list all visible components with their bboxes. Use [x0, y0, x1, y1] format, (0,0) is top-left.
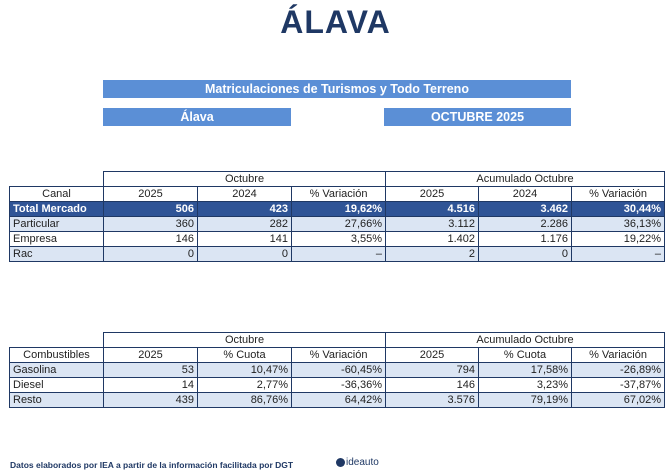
channel-table: [9, 171, 665, 262]
column-header: 2025: [104, 187, 198, 202]
cell: 146: [386, 378, 479, 393]
cell: 506: [104, 202, 198, 217]
cell: 30,44%: [572, 202, 665, 217]
table-row: [10, 202, 665, 217]
row-label: Resto: [10, 393, 104, 408]
cell: 36,13%: [572, 217, 665, 232]
cell: 64,42%: [292, 393, 386, 408]
cell: 53: [104, 363, 198, 378]
cell: 67,02%: [572, 393, 665, 408]
row-label: Rac: [10, 247, 104, 262]
column-header: 2025: [104, 348, 198, 363]
row-label: Gasolina: [10, 363, 104, 378]
cell: 17,58%: [479, 363, 572, 378]
channel-group-ytd: Acumulado Octubre: [386, 172, 665, 187]
cell: 19,62%: [292, 202, 386, 217]
cell: 3.112: [386, 217, 479, 232]
column-header: % Variación: [292, 348, 386, 363]
column-header: 2025: [386, 187, 479, 202]
fuel-table: [9, 332, 665, 408]
column-header: % Variación: [572, 187, 665, 202]
column-header: % Cuota: [198, 348, 292, 363]
region-label: Álava: [103, 108, 291, 126]
cell: 19,22%: [572, 232, 665, 247]
ideauto-logo: [336, 457, 379, 468]
table-row: [10, 393, 665, 408]
column-header: 2025: [386, 348, 479, 363]
cell: 27,66%: [292, 217, 386, 232]
cell: 14: [104, 378, 198, 393]
cell: 360: [104, 217, 198, 232]
fuel-group-ytd: Acumulado Octubre: [386, 333, 665, 348]
cell: –: [572, 247, 665, 262]
channel-group-month: Octubre: [104, 172, 386, 187]
table-row: [10, 217, 665, 232]
cell: 146: [104, 232, 198, 247]
cell: -60,45%: [292, 363, 386, 378]
table-row: [10, 378, 665, 393]
cell: 10,47%: [198, 363, 292, 378]
page-title: ÁLAVA: [280, 4, 391, 40]
cell: 3.576: [386, 393, 479, 408]
row-label: Total Mercado: [10, 202, 104, 217]
column-header: % Cuota: [479, 348, 572, 363]
cell: 3,55%: [292, 232, 386, 247]
cell: 79,19%: [479, 393, 572, 408]
cell: 423: [198, 202, 292, 217]
cell: 794: [386, 363, 479, 378]
column-header: 2024: [479, 187, 572, 202]
cell: 4.516: [386, 202, 479, 217]
source-note: Datos elaborados por IEA a partir de la información facilitada por DGT: [10, 460, 294, 470]
column-header: % Variación: [292, 187, 386, 202]
cell: 439: [104, 393, 198, 408]
cell: 86,76%: [198, 393, 292, 408]
row-label: Diesel: [10, 378, 104, 393]
logo-mark-icon: [336, 458, 345, 467]
cell: 3,23%: [479, 378, 572, 393]
table-row: [10, 247, 665, 262]
column-header: Canal: [10, 187, 104, 202]
cell: 0: [104, 247, 198, 262]
cell: –: [292, 247, 386, 262]
row-label: Empresa: [10, 232, 104, 247]
column-header: Combustibles: [10, 348, 104, 363]
cell: 141: [198, 232, 292, 247]
cell: -37,87%: [572, 378, 665, 393]
cell: 1.402: [386, 232, 479, 247]
cell: 2,77%: [198, 378, 292, 393]
logo-text: ideauto: [346, 457, 379, 468]
column-header: % Variación: [572, 348, 665, 363]
column-header: 2024: [198, 187, 292, 202]
report-banner: Matriculaciones de Turismos y Todo Terreno: [103, 80, 571, 98]
table-row: [10, 363, 665, 378]
table-row: [10, 232, 665, 247]
row-label: Particular: [10, 217, 104, 232]
cell: -26,89%: [572, 363, 665, 378]
cell: 282: [198, 217, 292, 232]
cell: -36,36%: [292, 378, 386, 393]
cell: 1.176: [479, 232, 572, 247]
cell: 3.462: [479, 202, 572, 217]
period-label: OCTUBRE 2025: [384, 108, 571, 126]
cell: 0: [479, 247, 572, 262]
cell: 2.286: [479, 217, 572, 232]
cell: 0: [198, 247, 292, 262]
fuel-group-month: Octubre: [104, 333, 386, 348]
cell: 2: [386, 247, 479, 262]
